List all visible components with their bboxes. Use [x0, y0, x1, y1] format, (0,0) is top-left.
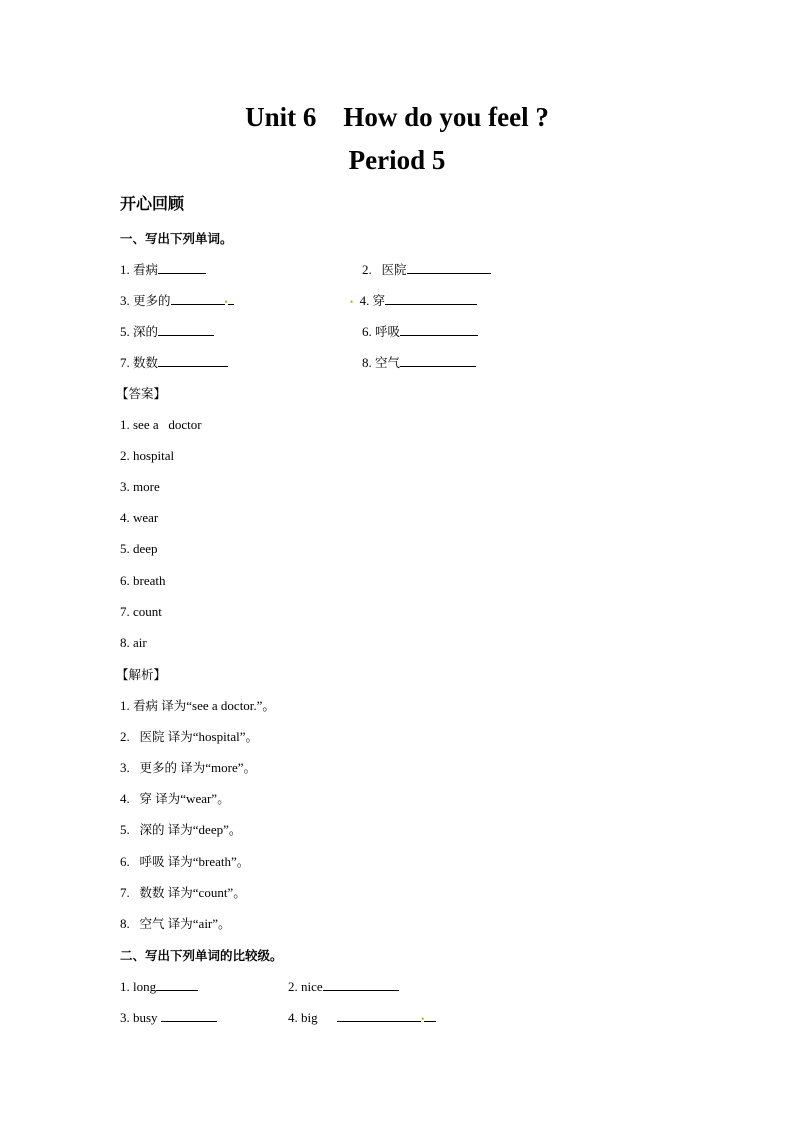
answer-blank — [171, 291, 225, 305]
page-title: Unit 6 How do you feel ? — [245, 102, 549, 132]
exercise-item: • 4. 穿 — [350, 291, 477, 311]
part2-heading: 二、写出下列单词的比较级。 — [120, 948, 283, 963]
answer-blank — [407, 260, 491, 274]
analysis-item: 2. 医院 译为“hospital”。 — [120, 729, 259, 744]
answer-blank — [161, 1008, 217, 1022]
exercise-item: 3. 更多的 • — [120, 291, 234, 311]
exercise-item: 1. long — [120, 977, 198, 996]
mark-dot: • — [421, 1014, 425, 1024]
analysis-item: 1. 看病 译为“see a doctor.”。 — [120, 698, 276, 713]
exercise-item: 4. big • — [288, 1008, 436, 1028]
answer-blank — [158, 353, 228, 367]
page-subtitle: Period 5 — [348, 145, 446, 175]
analysis-item: 7. 数数 译为“count”。 — [120, 885, 247, 900]
answer-item: 5. deep — [120, 541, 158, 556]
section-heading: 开心回顾 — [120, 194, 185, 213]
mark-dot: • — [224, 297, 228, 307]
answer-blank — [385, 291, 477, 305]
answer-blank — [400, 322, 478, 336]
mark-dot: • — [350, 297, 354, 307]
analysis-item: 5. 深的 译为“deep”。 — [120, 822, 242, 837]
answer-item: 4. wear — [120, 510, 159, 525]
answer-item: 8. air — [120, 635, 147, 650]
answer-blank — [424, 1008, 436, 1022]
answer-blank — [158, 322, 214, 336]
answer-item: 2. hospital — [120, 448, 175, 463]
answer-item: 7. count — [120, 604, 162, 619]
analysis-item: 3. 更多的 译为“more”。 — [120, 760, 257, 775]
answer-label: 【答案】 — [116, 386, 167, 401]
analysis-label: 【解析】 — [116, 667, 167, 682]
answer-item: 3. more — [120, 479, 160, 494]
exercise-item: 3. busy — [120, 1008, 217, 1027]
exercise-item: 6. 呼吸 — [362, 322, 478, 341]
exercise-item: 7. 数数 — [120, 353, 228, 372]
exercise-item: 8. 空气 — [362, 353, 476, 372]
answer-item: 6. breath — [120, 573, 166, 588]
answer-item: 1. see a doctor — [120, 417, 202, 432]
exercise-item: 1. 看病 — [120, 260, 206, 279]
exercise-item: 2. 医院 — [362, 260, 491, 279]
answer-blank — [337, 1008, 421, 1022]
analysis-item: 6. 呼吸 译为“breath”。 — [120, 854, 250, 869]
answer-blank — [228, 291, 234, 305]
analysis-item: 4. 穿 译为“wear”。 — [120, 791, 231, 806]
analysis-item: 8. 空气 译为“air”。 — [120, 916, 232, 931]
exercise-item: 2. nice — [288, 977, 399, 996]
exercise-item: 5. 深的 — [120, 322, 214, 341]
answer-blank — [156, 977, 198, 991]
part1-heading: 一、写出下列单词。 — [120, 231, 233, 246]
answer-blank — [400, 353, 476, 367]
answer-blank — [323, 977, 399, 991]
answer-blank — [158, 260, 206, 274]
